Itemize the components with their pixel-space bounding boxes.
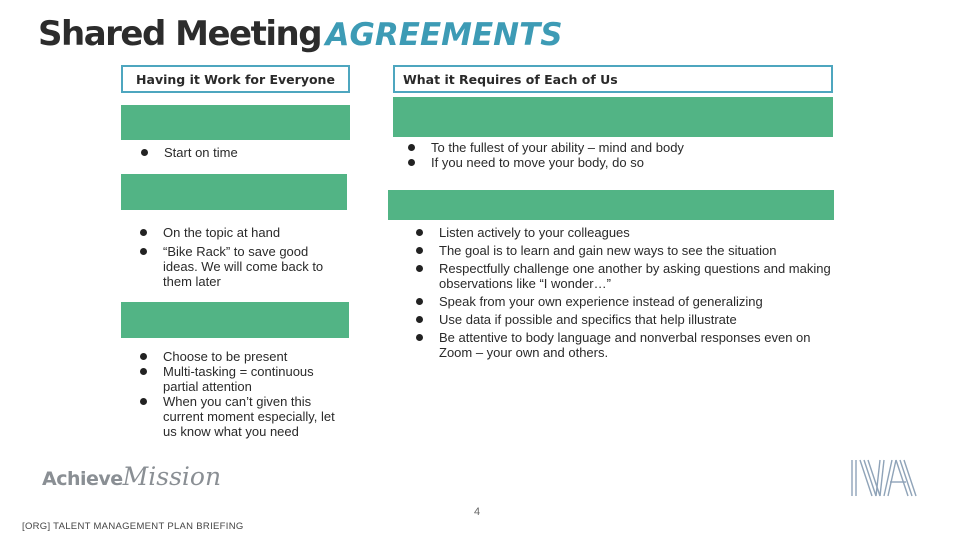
list-item: When you can’t given this current moment especially, let us know what you need	[139, 394, 345, 439]
list-item: Listen actively to your colleagues	[415, 225, 833, 240]
left-bar-3	[121, 302, 349, 338]
right-list-2	[415, 225, 833, 360]
header-left: Having it Work for Everyone	[121, 65, 350, 93]
brand-mark-icon	[846, 456, 920, 500]
page-title	[38, 14, 563, 62]
header-right: What it Requires of Each of Us	[393, 65, 833, 93]
right-bar-2	[388, 190, 834, 220]
left-list-1	[140, 145, 340, 160]
page-number: 4	[474, 506, 481, 518]
list-item: To the fullest of your ability – mind and body	[407, 140, 737, 155]
logo-part2: Mission	[122, 462, 222, 491]
achieve-mission-logo	[42, 462, 221, 504]
list-item: Multi-tasking = continuous partial attention	[139, 364, 345, 394]
list-item: Choose to be present	[139, 349, 345, 364]
title-main: Shared Meeting	[38, 14, 322, 54]
left-list-2	[139, 225, 339, 289]
title-accent: AGREEMENTS	[325, 17, 563, 53]
left-bar-2	[121, 174, 347, 210]
list-item: Start on time	[140, 145, 340, 160]
list-item: If you need to move your body, do so	[407, 155, 737, 170]
left-bar-1	[121, 105, 350, 140]
footer-text: [ORG] TALENT MANAGEMENT PLAN BRIEFING	[22, 521, 244, 532]
logo-part1: Achieve	[42, 468, 123, 490]
right-bar-1	[393, 97, 833, 137]
list-item: The goal is to learn and gain new ways to see the situation	[415, 243, 833, 258]
right-list-1	[407, 140, 737, 170]
list-item: “Bike Rack” to save good ideas. We will come back to them later	[139, 244, 339, 289]
list-item: Use data if possible and specifics that help illustrate	[415, 312, 833, 327]
list-item: On the topic at hand	[139, 225, 339, 240]
list-item: Respectfully challenge one another by asking questions and making observations like “I wonder…”	[415, 261, 833, 291]
list-item: Be attentive to body language and nonverbal responses even on Zoom – your own and others.	[415, 330, 833, 360]
left-list-3	[139, 349, 345, 439]
list-item: Speak from your own experience instead of generalizing	[415, 294, 833, 309]
